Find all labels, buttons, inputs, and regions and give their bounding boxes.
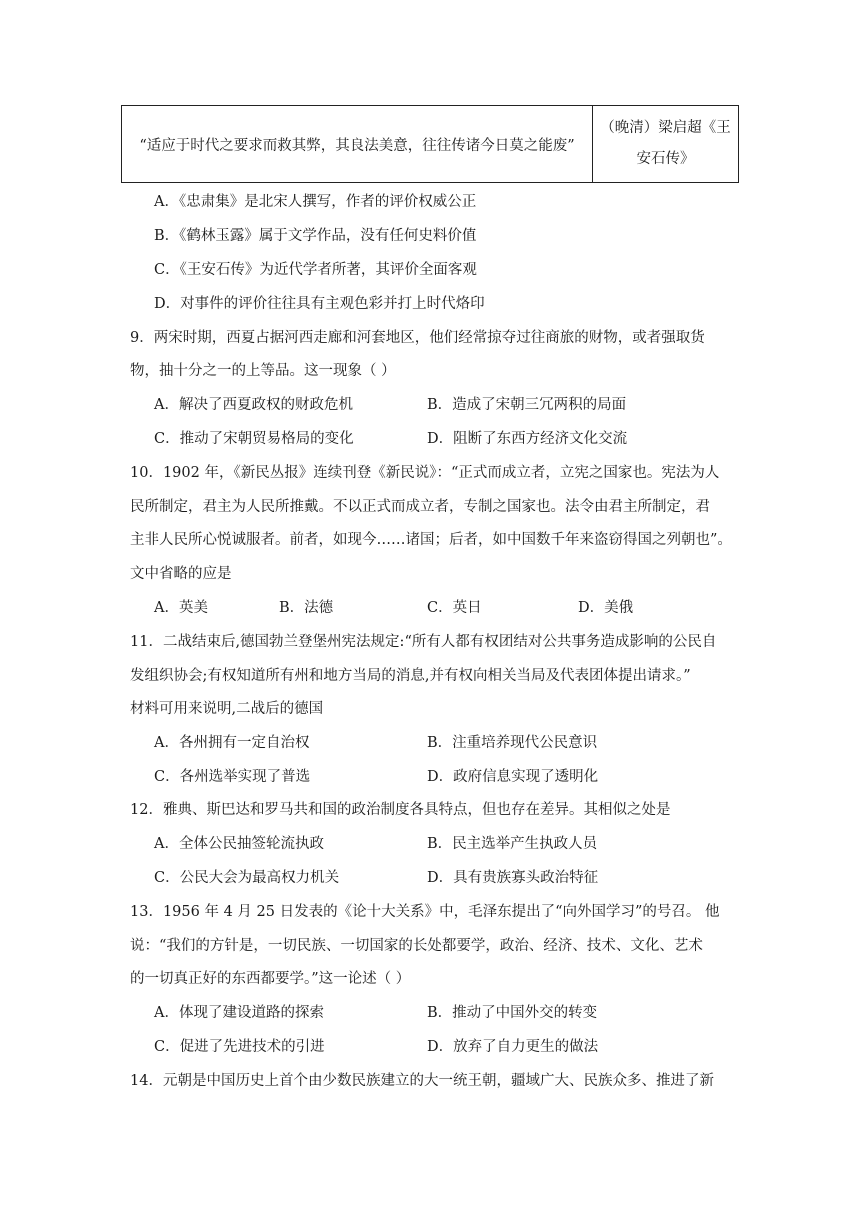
q10-stem-line-3: 主非人民所心悦诚服者。前者，如现今……诸国；后者，如中国数千年来盗窃得国之列朝也”。 [130,532,732,548]
q9-stem-line-1: 9．两宋时期，西夏占据河西走廊和河套地区，他们经常掠夺过往商旅的财物，或者强取货 [130,330,705,346]
q13-stem-line-2: 说：“我们的方针是，一切民族、一切国家的长处都要学，政治、经济、技术、文化、艺术 [130,938,703,954]
q9-stem-line-2: 物，抽十分之一的上等品。这一现象（ ） [130,363,396,379]
q10-stem-line-1: 10．1902 年，《新民丛报》连续刊登《新民说》：“正式而成立者，立宪之国家也。宪法为人 [130,465,720,481]
quote-text: “适应于时代之要求而救其弊，其良法美意，往往传诸今日莫之能废” [139,137,575,154]
q11-option-d: D．政府信息实现了透明化 [427,769,599,785]
q11-option-b: B．注重培养现代公民意识 [427,735,598,751]
q12-option-d: D．具有贵族寡头政治特征 [427,870,599,886]
q10-stem-line-4: 文中省略的应是 [130,566,232,582]
q10-option-b: B．法德 [279,600,334,616]
author-line-1: （晚清）梁启超《王 [600,120,731,136]
q14-stem-line-1: 14．元朝是中国历史上首个由少数民族建立的大一统王朝，疆域广大、民族众多、推进了新 [130,1073,714,1089]
q10-option-d: D．美俄 [578,600,634,616]
q11-option-a: A．各州拥有一定自治权 [154,735,310,751]
q11-stem-line-2: 发组织协会;有权知道所有州和地方当局的消息,并有权向相关当局及代表团体提出请求。” [130,668,691,684]
q8-option-c: C．《王安石传》为近代学者所著，其评价全面客观 [154,262,477,278]
author-cell [593,106,739,183]
q12-option-a: A．全体公民抽签轮流执政 [154,836,324,852]
q13-stem-line-3: 的一切真正好的东西都要学。”这一论述（ ） [130,971,411,987]
q11-option-c: C．各州选举实现了普选 [154,769,311,785]
q9-option-b: B．造成了宋朝三冗两积的局面 [427,397,627,413]
q9-option-a: A．解决了西夏政权的财政危机 [154,397,353,413]
q12-option-c: C．公民大会为最高权力机关 [154,870,340,886]
q8-option-d: D．对事件的评价往往具有主观色彩并打上时代烙印 [154,296,485,312]
q13-option-b: B．推动了中国外交的转变 [427,1005,598,1021]
source-table [121,105,739,183]
q11-stem-line-3: 材料可用来说明,二战后的德国 [130,701,324,717]
q8-option-a: A．《忠肃集》是北宋人撰写，作者的评价权威公正 [154,194,477,210]
q13-stem-line-1: 13．1956 年 4 月 25 日发表的《论十大关系》中，毛泽东提出了“向外国学习”的号召。 他 [130,904,720,920]
author-line-2: 安石传》 [636,151,695,167]
quote-cell [122,106,593,183]
q12-option-b: B．民主选举产生执政人员 [427,836,598,852]
table-row [122,106,739,183]
q9-option-d: D．阻断了东西方经济文化交流 [427,431,628,447]
q9-option-c: C．推动了宋朝贸易格局的变化 [154,431,354,447]
q10-stem-line-2: 民所制定，君主为人民所推戴。不以正式而成立者，专制之国家也。法令由君主所制定，君 [130,499,710,515]
q10-option-a: A．英美 [154,600,208,616]
q12-stem-line-1: 12．雅典、斯巴达和罗马共和国的政治制度各具特点，但也存在差异。其相似之处是 [130,802,671,818]
q13-option-d: D．放弃了自力更生的做法 [427,1039,599,1055]
q10-option-c: C．英日 [427,600,482,616]
q13-option-a: A．体现了建设道路的探索 [154,1005,324,1021]
q8-option-b: B．《鹤林玉露》属于文学作品，没有任何史料价值 [154,228,477,244]
q13-option-c: C．促进了先进技术的引进 [154,1039,325,1055]
q11-stem-line-1: 11．二战结束后,德国勃兰登堡州宪法规定:“所有人都有权团结对公共事务造成影响的公民自 [130,634,717,650]
